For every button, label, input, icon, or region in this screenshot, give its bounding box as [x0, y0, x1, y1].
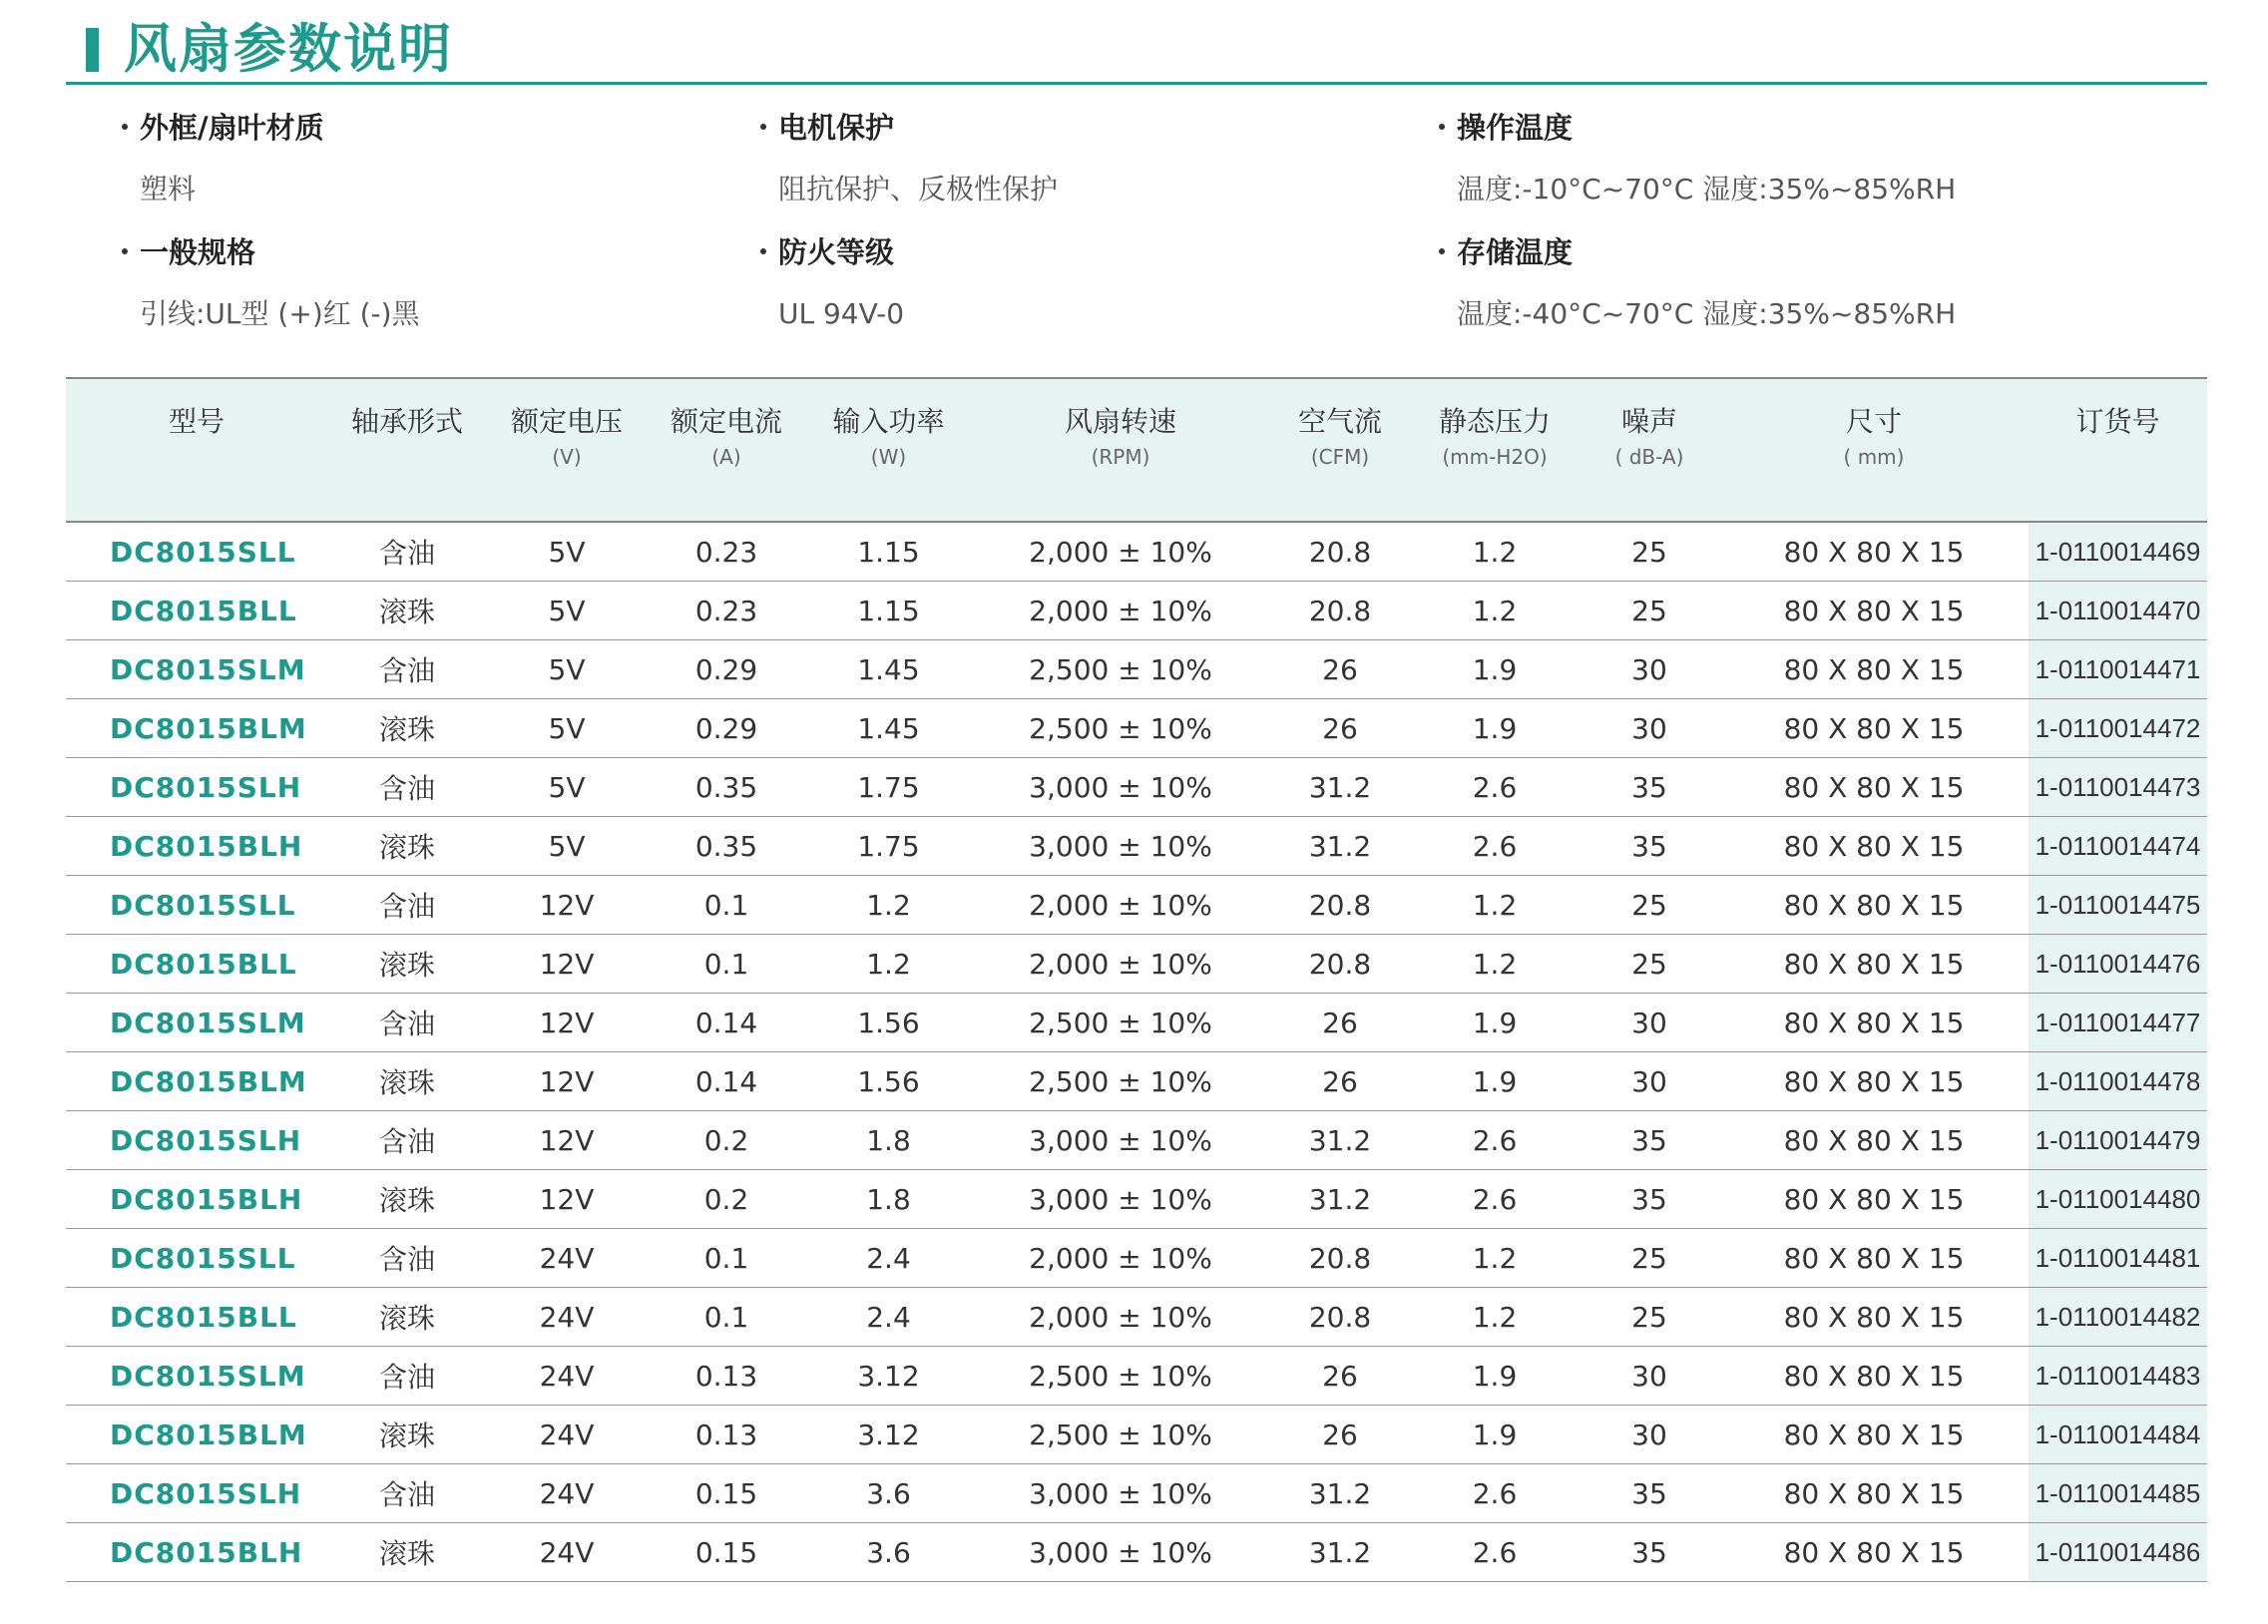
cell-speed: 3,000 ± 10%: [971, 1111, 1270, 1170]
table-row: [66, 699, 2207, 758]
fan-parameter-table: [66, 377, 2207, 1582]
cell-order-no: 1-0110014473: [2029, 758, 2207, 817]
cell-noise: 30: [1580, 640, 1719, 699]
cell-order-no: 1-0110014478: [2029, 1052, 2207, 1111]
spec-general: [66, 232, 704, 334]
cell-pressure: 1.9: [1410, 1052, 1580, 1111]
bullet-icon: [122, 248, 128, 254]
cell-airflow: 26: [1270, 994, 1410, 1052]
cell-airflow: 20.8: [1270, 876, 1410, 935]
header-col-voltage: [487, 378, 647, 522]
table-row: [66, 582, 2207, 640]
cell-current: 0.1: [647, 876, 806, 935]
cell-power: 1.15: [806, 522, 971, 582]
cell-noise: 30: [1580, 1347, 1719, 1406]
cell-model: DC8015BLH: [66, 1170, 327, 1229]
cell-airflow: 20.8: [1270, 582, 1410, 640]
spec-label: 存储温度: [1457, 235, 1574, 269]
cell-order-no: 1-0110014482: [2029, 1288, 2207, 1347]
header-col-noise: [1580, 378, 1719, 522]
cell-current: 0.2: [647, 1170, 806, 1229]
cell-speed: 2,500 ± 10%: [971, 1052, 1270, 1111]
cell-voltage: 12V: [487, 1052, 647, 1111]
cell-noise: 25: [1580, 1229, 1719, 1288]
cell-model: DC8015BLH: [66, 1523, 327, 1582]
cell-speed: 3,000 ± 10%: [971, 1523, 1270, 1582]
cell-size: 80 X 80 X 15: [1719, 817, 2029, 876]
cell-airflow: 31.2: [1270, 1523, 1410, 1582]
cell-model: DC8015SLL: [66, 876, 327, 935]
cell-power: 1.45: [806, 640, 971, 699]
cell-model: DC8015BLH: [66, 817, 327, 876]
spec-label: 电机保护: [778, 111, 895, 145]
cell-size: 80 X 80 X 15: [1719, 994, 2029, 1052]
cell-current: 0.14: [647, 1052, 806, 1111]
cell-power: 1.45: [806, 699, 971, 758]
spec-value: UL 94V-0: [778, 297, 905, 330]
cell-order-no: 1-0110014486: [2029, 1523, 2207, 1582]
cell-current: 0.15: [647, 1464, 806, 1523]
cell-bearing: 含油: [327, 1464, 487, 1523]
cell-airflow: 26: [1270, 1406, 1410, 1464]
cell-noise: 25: [1580, 582, 1719, 640]
page-title: 风扇参数说明: [124, 19, 453, 80]
header-label: 风扇转速: [1064, 405, 1176, 438]
cell-airflow: 20.8: [1270, 522, 1410, 582]
cell-model: DC8015SLH: [66, 758, 327, 817]
header-label: 额定电压: [510, 405, 623, 438]
table-row: [66, 758, 2207, 817]
cell-pressure: 1.2: [1410, 876, 1580, 935]
cell-bearing: 滚珠: [327, 1288, 487, 1347]
cell-power: 1.56: [806, 1052, 971, 1111]
cell-power: 3.6: [806, 1523, 971, 1582]
cell-size: 80 X 80 X 15: [1719, 758, 2029, 817]
cell-pressure: 2.6: [1410, 1523, 1580, 1582]
cell-current: 0.1: [647, 1229, 806, 1288]
cell-bearing: 滚珠: [327, 817, 487, 876]
cell-speed: 2,500 ± 10%: [971, 1347, 1270, 1406]
cell-speed: 2,500 ± 10%: [971, 994, 1270, 1052]
cell-pressure: 2.6: [1410, 817, 1580, 876]
bullet-icon: [1439, 124, 1445, 130]
header-col-size: [1719, 378, 2029, 522]
header-col-current: [647, 378, 806, 522]
page-header: [66, 18, 2207, 84]
cell-airflow: 26: [1270, 699, 1410, 758]
cell-power: 1.2: [806, 876, 971, 935]
cell-voltage: 12V: [487, 1111, 647, 1170]
cell-model: DC8015BLL: [66, 582, 327, 640]
cell-airflow: 31.2: [1270, 758, 1410, 817]
spec-summary: [66, 108, 2207, 357]
header-label: 输入功率: [832, 405, 945, 438]
spec-value: 温度:-40°C~70°C 湿度:35%~85%RH: [1457, 297, 1957, 330]
cell-voltage: 24V: [487, 1288, 647, 1347]
cell-speed: 3,000 ± 10%: [971, 1170, 1270, 1229]
cell-pressure: 1.9: [1410, 640, 1580, 699]
spec-label: 一般规格: [140, 235, 256, 269]
cell-model: DC8015SLM: [66, 640, 327, 699]
cell-current: 0.35: [647, 758, 806, 817]
cell-power: 1.8: [806, 1111, 971, 1170]
cell-bearing: 含油: [327, 758, 487, 817]
spec-value: 塑料: [140, 173, 197, 205]
cell-model: DC8015SLL: [66, 1229, 327, 1288]
cell-bearing: 滚珠: [327, 1170, 487, 1229]
cell-voltage: 24V: [487, 1406, 647, 1464]
table-row: [66, 640, 2207, 699]
cell-noise: 35: [1580, 1170, 1719, 1229]
header-unit: (V): [552, 445, 582, 469]
cell-airflow: 26: [1270, 640, 1410, 699]
cell-model: DC8015BLL: [66, 935, 327, 994]
cell-noise: 30: [1580, 994, 1719, 1052]
cell-pressure: 1.9: [1410, 1347, 1580, 1406]
cell-size: 80 X 80 X 15: [1719, 1464, 2029, 1523]
cell-voltage: 5V: [487, 640, 647, 699]
cell-airflow: 20.8: [1270, 935, 1410, 994]
header-col-order-no: [2029, 378, 2207, 522]
header-label: 轴承形式: [350, 405, 463, 438]
cell-noise: 25: [1580, 876, 1719, 935]
cell-size: 80 X 80 X 15: [1719, 1347, 2029, 1406]
cell-bearing: 含油: [327, 876, 487, 935]
table-row: [66, 876, 2207, 935]
header-unit: ( dB-A): [1614, 445, 1684, 469]
table-row: [66, 1111, 2207, 1170]
cell-bearing: 含油: [327, 640, 487, 699]
header-label: 噪声: [1620, 405, 1677, 438]
cell-pressure: 2.6: [1410, 1170, 1580, 1229]
table-row: [66, 1464, 2207, 1523]
header-label: 空气流: [1297, 405, 1382, 438]
cell-power: 3.12: [806, 1406, 971, 1464]
cell-airflow: 31.2: [1270, 1111, 1410, 1170]
cell-order-no: 1-0110014471: [2029, 640, 2207, 699]
cell-bearing: 滚珠: [327, 1052, 487, 1111]
cell-size: 80 X 80 X 15: [1719, 640, 2029, 699]
spec-frame-material: [66, 108, 704, 209]
spec-value: 温度:-10°C~70°C 湿度:35%~85%RH: [1457, 173, 1957, 205]
cell-speed: 2,500 ± 10%: [971, 1406, 1270, 1464]
cell-voltage: 24V: [487, 1464, 647, 1523]
cell-bearing: 含油: [327, 994, 487, 1052]
cell-model: DC8015SLM: [66, 1347, 327, 1406]
cell-speed: 2,000 ± 10%: [971, 1229, 1270, 1288]
cell-order-no: 1-0110014477: [2029, 994, 2207, 1052]
cell-noise: 35: [1580, 1464, 1719, 1523]
table-row: [66, 935, 2207, 994]
cell-order-no: 1-0110014485: [2029, 1464, 2207, 1523]
cell-current: 0.1: [647, 935, 806, 994]
table-row: [66, 1406, 2207, 1464]
cell-voltage: 5V: [487, 758, 647, 817]
title-divider: [66, 82, 2207, 85]
cell-voltage: 5V: [487, 817, 647, 876]
cell-size: 80 X 80 X 15: [1719, 1229, 2029, 1288]
cell-voltage: 5V: [487, 522, 647, 582]
spec-value: 引线:UL型 (+)红 (-)黑: [140, 297, 420, 330]
table-row: [66, 1523, 2207, 1582]
cell-pressure: 1.2: [1410, 935, 1580, 994]
cell-bearing: 滚珠: [327, 935, 487, 994]
cell-bearing: 滚珠: [327, 1406, 487, 1464]
cell-current: 0.15: [647, 1523, 806, 1582]
cell-current: 0.14: [647, 994, 806, 1052]
cell-current: 0.29: [647, 699, 806, 758]
cell-noise: 30: [1580, 1406, 1719, 1464]
cell-voltage: 12V: [487, 876, 647, 935]
cell-pressure: 1.9: [1410, 1406, 1580, 1464]
cell-noise: 35: [1580, 817, 1719, 876]
header-label: 型号: [168, 405, 225, 438]
cell-airflow: 20.8: [1270, 1288, 1410, 1347]
cell-bearing: 滚珠: [327, 699, 487, 758]
header-col-airflow: [1270, 378, 1410, 522]
cell-noise: 25: [1580, 1288, 1719, 1347]
cell-order-no: 1-0110014480: [2029, 1170, 2207, 1229]
cell-noise: 35: [1580, 758, 1719, 817]
cell-speed: 2,500 ± 10%: [971, 699, 1270, 758]
cell-speed: 2,000 ± 10%: [971, 876, 1270, 935]
cell-speed: 3,000 ± 10%: [971, 758, 1270, 817]
cell-pressure: 1.9: [1410, 699, 1580, 758]
cell-order-no: 1-0110014476: [2029, 935, 2207, 994]
spec-operating-temp: [1383, 108, 2022, 209]
spec-value: 阻抗保护、反极性保护: [778, 173, 1059, 205]
cell-pressure: 2.6: [1410, 758, 1580, 817]
cell-voltage: 5V: [487, 699, 647, 758]
cell-size: 80 X 80 X 15: [1719, 1406, 2029, 1464]
cell-airflow: 31.2: [1270, 1170, 1410, 1229]
cell-bearing: 含油: [327, 1111, 487, 1170]
header-label: 尺寸: [1845, 405, 1902, 438]
header-unit: (W): [870, 445, 907, 469]
cell-power: 2.4: [806, 1229, 971, 1288]
header-col-pressure: [1410, 378, 1580, 522]
bullet-icon: [122, 124, 128, 130]
cell-voltage: 24V: [487, 1229, 647, 1288]
table-header-row: [66, 378, 2207, 522]
cell-speed: 2,000 ± 10%: [971, 1288, 1270, 1347]
cell-pressure: 1.9: [1410, 994, 1580, 1052]
cell-model: DC8015BLM: [66, 1406, 327, 1464]
cell-size: 80 X 80 X 15: [1719, 1523, 2029, 1582]
cell-speed: 2,000 ± 10%: [971, 522, 1270, 582]
cell-voltage: 24V: [487, 1347, 647, 1406]
cell-size: 80 X 80 X 15: [1719, 1111, 2029, 1170]
cell-bearing: 含油: [327, 522, 487, 582]
header-col-power: [806, 378, 971, 522]
cell-current: 0.23: [647, 582, 806, 640]
cell-model: DC8015BLM: [66, 699, 327, 758]
header-unit: (CFM): [1310, 445, 1370, 469]
cell-order-no: 1-0110014474: [2029, 817, 2207, 876]
header-label: 订货号: [2075, 405, 2160, 438]
cell-bearing: 含油: [327, 1347, 487, 1406]
cell-voltage: 12V: [487, 935, 647, 994]
cell-noise: 25: [1580, 935, 1719, 994]
cell-bearing: 滚珠: [327, 1523, 487, 1582]
cell-airflow: 20.8: [1270, 1229, 1410, 1288]
cell-power: 1.75: [806, 817, 971, 876]
cell-order-no: 1-0110014483: [2029, 1347, 2207, 1406]
cell-power: 1.75: [806, 758, 971, 817]
table-row: [66, 522, 2207, 582]
cell-order-no: 1-0110014469: [2029, 522, 2207, 582]
spec-fire-rating: [704, 232, 1343, 334]
cell-order-no: 1-0110014475: [2029, 876, 2207, 935]
cell-power: 1.2: [806, 935, 971, 994]
bullet-icon: [1439, 248, 1445, 254]
header-col-model: [66, 378, 327, 522]
cell-order-no: 1-0110014484: [2029, 1406, 2207, 1464]
cell-airflow: 31.2: [1270, 1464, 1410, 1523]
cell-pressure: 1.2: [1410, 522, 1580, 582]
cell-power: 1.56: [806, 994, 971, 1052]
header-label: 静态压力: [1438, 405, 1551, 438]
table-row: [66, 1229, 2207, 1288]
cell-model: DC8015SLM: [66, 994, 327, 1052]
table-row: [66, 1347, 2207, 1406]
cell-size: 80 X 80 X 15: [1719, 1170, 2029, 1229]
cell-power: 2.4: [806, 1288, 971, 1347]
cell-voltage: 5V: [487, 582, 647, 640]
cell-noise: 35: [1580, 1111, 1719, 1170]
header-col-bearing: [327, 378, 487, 522]
cell-power: 1.15: [806, 582, 971, 640]
cell-voltage: 12V: [487, 1170, 647, 1229]
cell-pressure: 1.2: [1410, 582, 1580, 640]
cell-pressure: 2.6: [1410, 1464, 1580, 1523]
cell-speed: 2,500 ± 10%: [971, 640, 1270, 699]
cell-order-no: 1-0110014470: [2029, 582, 2207, 640]
cell-current: 0.13: [647, 1406, 806, 1464]
cell-order-no: 1-0110014481: [2029, 1229, 2207, 1288]
cell-current: 0.35: [647, 817, 806, 876]
cell-size: 80 X 80 X 15: [1719, 699, 2029, 758]
bullet-icon: [760, 124, 766, 130]
cell-size: 80 X 80 X 15: [1719, 1052, 2029, 1111]
header-unit: (mm-H2O): [1442, 445, 1548, 469]
cell-bearing: 含油: [327, 1229, 487, 1288]
cell-power: 3.6: [806, 1464, 971, 1523]
cell-current: 0.13: [647, 1347, 806, 1406]
cell-size: 80 X 80 X 15: [1719, 1288, 2029, 1347]
cell-model: DC8015SLH: [66, 1464, 327, 1523]
cell-noise: 35: [1580, 1523, 1719, 1582]
header-unit: (RPM): [1091, 445, 1150, 469]
table-row: [66, 1288, 2207, 1347]
cell-power: 3.12: [806, 1347, 971, 1406]
cell-speed: 3,000 ± 10%: [971, 1464, 1270, 1523]
cell-speed: 2,000 ± 10%: [971, 935, 1270, 994]
cell-model: DC8015BLL: [66, 1288, 327, 1347]
spec-storage-temp: [1383, 232, 2022, 334]
spec-motor-protection: [704, 108, 1343, 209]
cell-airflow: 31.2: [1270, 817, 1410, 876]
cell-order-no: 1-0110014479: [2029, 1111, 2207, 1170]
cell-size: 80 X 80 X 15: [1719, 522, 2029, 582]
cell-speed: 2,000 ± 10%: [971, 582, 1270, 640]
table-row: [66, 1052, 2207, 1111]
header-label: 额定电流: [670, 405, 782, 438]
table-row: [66, 817, 2207, 876]
header-unit: ( mm): [1843, 445, 1905, 469]
cell-airflow: 26: [1270, 1052, 1410, 1111]
table-row: [66, 994, 2207, 1052]
spec-label: 防火等级: [778, 235, 895, 269]
cell-current: 0.29: [647, 640, 806, 699]
cell-noise: 30: [1580, 1052, 1719, 1111]
cell-current: 0.1: [647, 1288, 806, 1347]
cell-speed: 3,000 ± 10%: [971, 817, 1270, 876]
title-accent-bar: [86, 28, 99, 72]
table-row: [66, 1170, 2207, 1229]
cell-model: DC8015BLM: [66, 1052, 327, 1111]
header-unit: (A): [711, 445, 741, 469]
cell-voltage: 12V: [487, 994, 647, 1052]
cell-power: 1.8: [806, 1170, 971, 1229]
cell-noise: 25: [1580, 522, 1719, 582]
bullet-icon: [760, 248, 766, 254]
cell-size: 80 X 80 X 15: [1719, 876, 2029, 935]
cell-pressure: 2.6: [1410, 1111, 1580, 1170]
cell-size: 80 X 80 X 15: [1719, 582, 2029, 640]
header-col-speed: [971, 378, 1270, 522]
cell-pressure: 1.2: [1410, 1288, 1580, 1347]
cell-voltage: 24V: [487, 1523, 647, 1582]
spec-label: 外框/扇叶材质: [140, 111, 324, 145]
cell-size: 80 X 80 X 15: [1719, 935, 2029, 994]
cell-current: 0.23: [647, 522, 806, 582]
cell-noise: 30: [1580, 699, 1719, 758]
table-body: [66, 522, 2207, 1582]
cell-model: DC8015SLL: [66, 522, 327, 582]
cell-current: 0.2: [647, 1111, 806, 1170]
cell-model: DC8015SLH: [66, 1111, 327, 1170]
spec-label: 操作温度: [1457, 111, 1574, 145]
cell-bearing: 滚珠: [327, 582, 487, 640]
cell-order-no: 1-0110014472: [2029, 699, 2207, 758]
cell-airflow: 26: [1270, 1347, 1410, 1406]
cell-pressure: 1.2: [1410, 1229, 1580, 1288]
